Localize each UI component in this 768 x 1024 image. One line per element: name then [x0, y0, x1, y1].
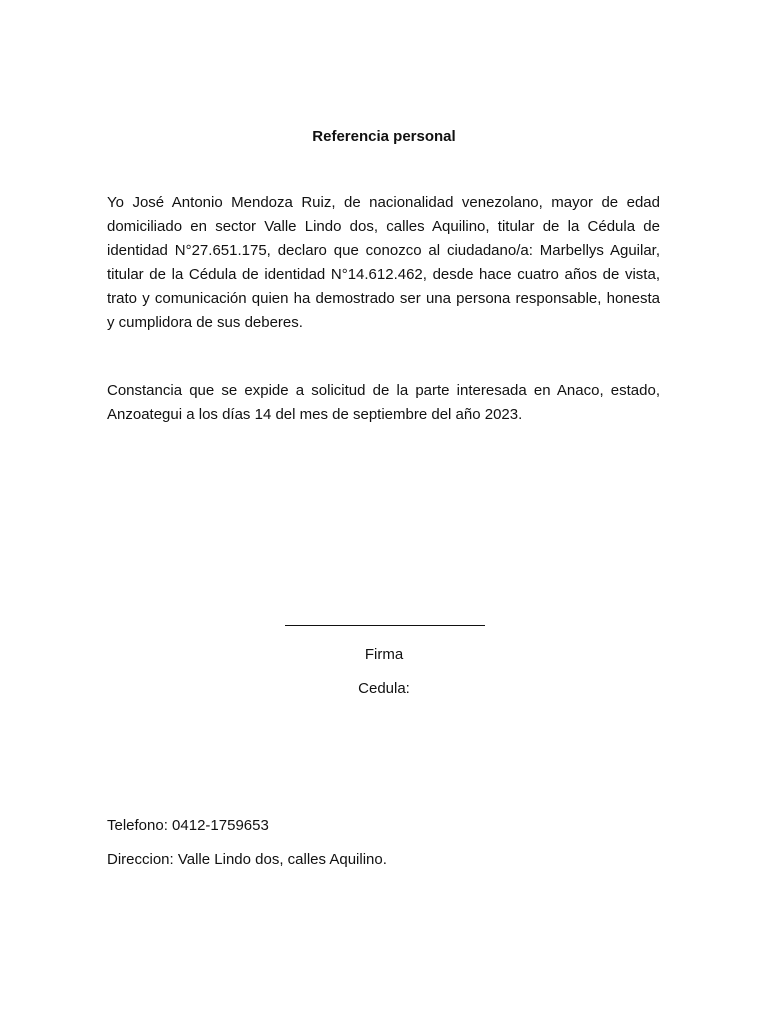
direccion-line: Direccion: Valle Lindo dos, calles Aquilino.: [107, 851, 387, 868]
signature-label: Firma: [364, 646, 404, 663]
telefono-line: Telefono: 0412-1759653: [107, 817, 269, 834]
signature-line: [285, 625, 485, 626]
cedula-label: Cedula:: [358, 680, 410, 697]
declaration-paragraph: Yo José Antonio Mendoza Ruiz, de nacionalidad venezolano, mayor de edad domiciliado en sector Valle Lindo dos, calles Aquilino, titular de la Cédula de identidad N°27.651.175, declaro que conozco al ciudadano/a: Marbellys Aguilar, titular de la Cédula de identidad N°14.612.462, desde hace cuatro años de vista, trato y comunicación quien ha demostrado ser una persona responsable, honesta y cumplidora de sus deberes.: [107, 194, 660, 331]
constancia-paragraph: Constancia que se expide a solicitud de la parte interesada en Anaco, estado, Anzoategui a los días 14 del mes de septiembre del año 2023.: [107, 382, 660, 423]
document-title: Referencia personal: [312, 128, 456, 145]
